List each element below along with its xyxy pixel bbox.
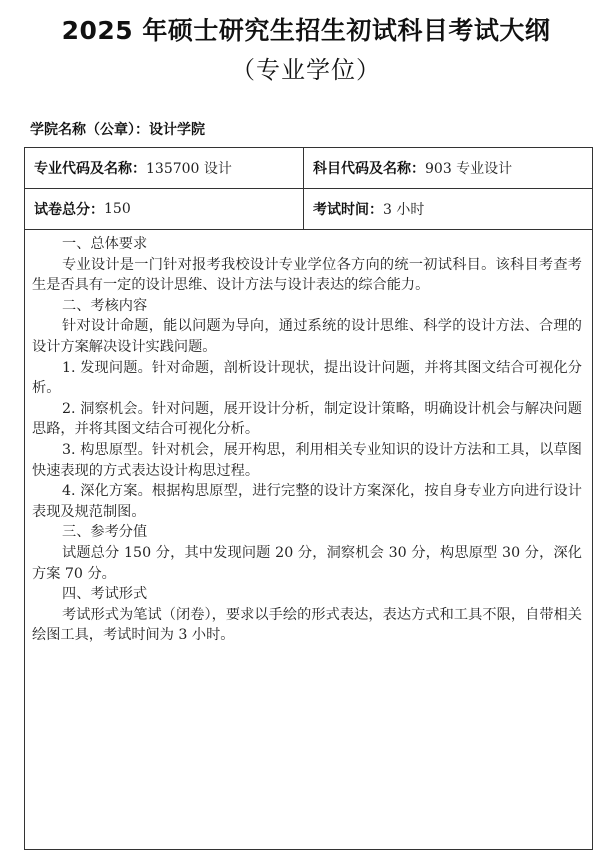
total-score-cell: [25, 189, 304, 229]
major-label: 专业代码及名称：: [34, 161, 146, 177]
paragraph: 专业设计是一门针对报考我校设计专业学位各方向的统一初试科目。该科目考查考生是否具有一定的设计思维、设计方法与设计表达的综合能力。: [32, 256, 582, 294]
paragraph: 1. 发现问题。针对命题，剖析设计现状，提出设计问题，并将其图文结合可视化分析。: [32, 359, 582, 397]
table-row-score-time: [25, 189, 592, 230]
syllabus-content: [25, 232, 592, 646]
paragraph: 考试形式为笔试（闭卷），要求以手绘的形式表达，表达方式和工具不限，自带相关绘图工具，考试时间为 3 小时。: [32, 606, 582, 644]
table-row-codes: [25, 148, 592, 189]
section-heading-general: 一、总体要求: [62, 236, 148, 252]
college-line: [30, 120, 205, 140]
subject-value: 903 专业设计: [425, 161, 513, 177]
paragraph: 4. 深化方案。根据构思原型，进行完整的设计方案深化，按自身专业方向进行设计表现及规范制图。: [32, 483, 582, 520]
section-heading-exam-format: 四、考试形式: [62, 586, 148, 603]
paragraph: 试题总分 150 分，其中发现问题 20 分，洞察机会 30 分，构思原型 30 分，深化方案 70 分。: [32, 544, 582, 582]
subject-cell: [304, 148, 592, 188]
college-value: 设计学院: [149, 122, 205, 138]
document-title: 2025 年硕士研究生招生初试科目考试大纲: [61, 16, 551, 45]
exam-time-value: 3 小时: [383, 202, 425, 218]
major-value: 135700 设计: [146, 161, 232, 177]
section-heading-assessment: 二、考核内容: [62, 297, 148, 314]
major-cell: [25, 148, 304, 188]
college-label: 学院名称（公章）：: [30, 122, 149, 138]
paragraph: 3. 构思原型。针对机会，展开构思，利用相关专业知识的设计方法和工具，以草图快速表现的方式表达设计构思过程。: [32, 441, 582, 479]
exam-time-label: 考试时间：: [313, 202, 383, 218]
total-score-value: 150: [104, 201, 131, 217]
section-heading-scores: 三、参考分值: [62, 524, 148, 541]
total-score-label: 试卷总分：: [34, 202, 104, 218]
exam-time-cell: [304, 189, 592, 229]
syllabus-table: [24, 147, 593, 850]
document-subtitle: （专业学位）: [231, 56, 381, 84]
subject-label: 科目代码及名称：: [313, 161, 425, 177]
paragraph: 针对设计命题，能以问题为导向，通过系统的设计思维、科学的设计方法、合理的设计方案解决设计实践问题。: [32, 318, 582, 355]
paragraph: 2. 洞察机会。针对问题，展开设计分析，制定设计策略，明确设计机会与解决问题思路，并将其图文结合可视化分析。: [32, 400, 582, 438]
